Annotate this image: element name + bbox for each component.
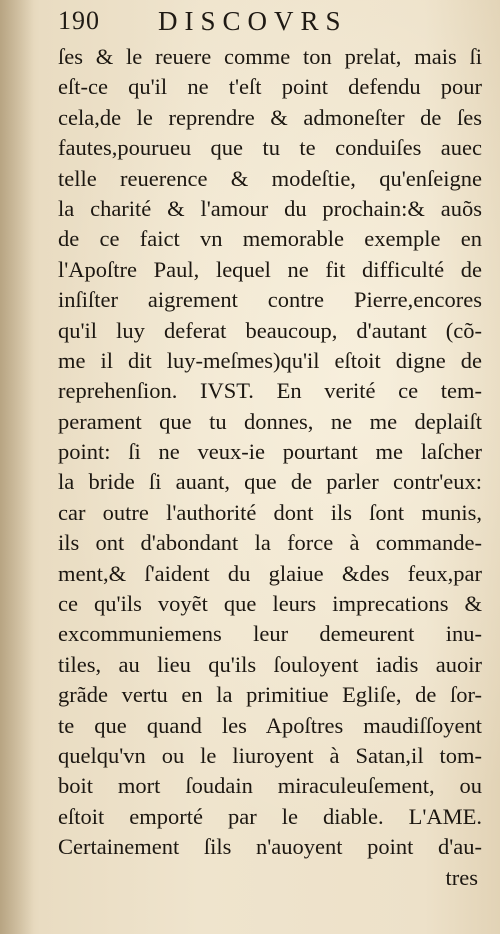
- text-line: ils ont d'abondant la force à commande-: [58, 530, 482, 556]
- catchword: tres: [445, 864, 478, 890]
- running-title: DISCOVRS: [158, 6, 348, 36]
- text-line: tiles, au lieu qu'ils ſouloyent iadis auoir: [58, 651, 482, 677]
- text-line: te que quand les Apoſtres maudiſſoyent: [58, 712, 482, 738]
- page-header: [58, 6, 488, 40]
- text-line: eſtoit emporté par le diable. L'AME.: [58, 803, 482, 829]
- text-line: inſiſter aigrement contre Pierre,encores: [58, 287, 482, 313]
- text-line: de ce faict vn memorable exemple en: [58, 226, 482, 252]
- page-gutter-shadow: [0, 0, 34, 934]
- page-number: 190: [58, 6, 100, 35]
- text-line: la charité & l'amour du prochain:& auõs: [58, 195, 482, 221]
- text-line: reprehenſion. IVST. En verité ce tem-: [58, 378, 482, 404]
- text-line: la bride ſi auant, que de parler contr'eux:: [58, 469, 482, 495]
- text-line: me il dit luy-meſmes)qu'il eſtoit digne de: [58, 347, 482, 373]
- text-line: fautes,pourueu que tu te conduiſes auec: [58, 135, 482, 161]
- text-line: qu'il luy deferat beaucoup, d'autant (cõ-: [58, 317, 482, 343]
- text-line: point: ſi ne veux-ie pourtant me laſcher: [58, 439, 482, 465]
- text-line: car outre l'authorité dont ils ſont munis,: [58, 499, 482, 525]
- text-line: ſes & le reuere comme ton prelat, mais ſi: [58, 44, 482, 69]
- text-line: ment,& ſ'aident du glaiue &des feux,par: [58, 560, 482, 586]
- text-line: cela,de le reprendre & admoneſter de ſes: [58, 104, 482, 130]
- text-line: excommuniemens leur demeurent inu-: [58, 621, 482, 647]
- text-line: boit mort ſoudain miraculeuſement, ou: [58, 773, 482, 799]
- text-line: Certainement ſils n'auoyent point d'au-: [58, 834, 482, 860]
- text-line: telle reuerence & modeſtie, qu'enſeigne: [58, 165, 482, 191]
- text-line: perament que tu donnes, ne me deplaiſt: [58, 408, 482, 434]
- text-line: ce qu'ils voyẽt que leurs imprecations &: [58, 591, 482, 617]
- text-line: eſt-ce qu'il ne t'eſt point defendu pour: [58, 74, 482, 100]
- text-line: l'Apoſtre Paul, lequel ne fit difficulté de: [58, 256, 482, 282]
- body-text: [58, 42, 482, 893]
- text-line: grãde vertu en la primitiue Egliſe, de ſor-: [58, 682, 482, 708]
- text-line: quelqu'vn ou le liuroyent à Satan,il tom-: [58, 742, 482, 768]
